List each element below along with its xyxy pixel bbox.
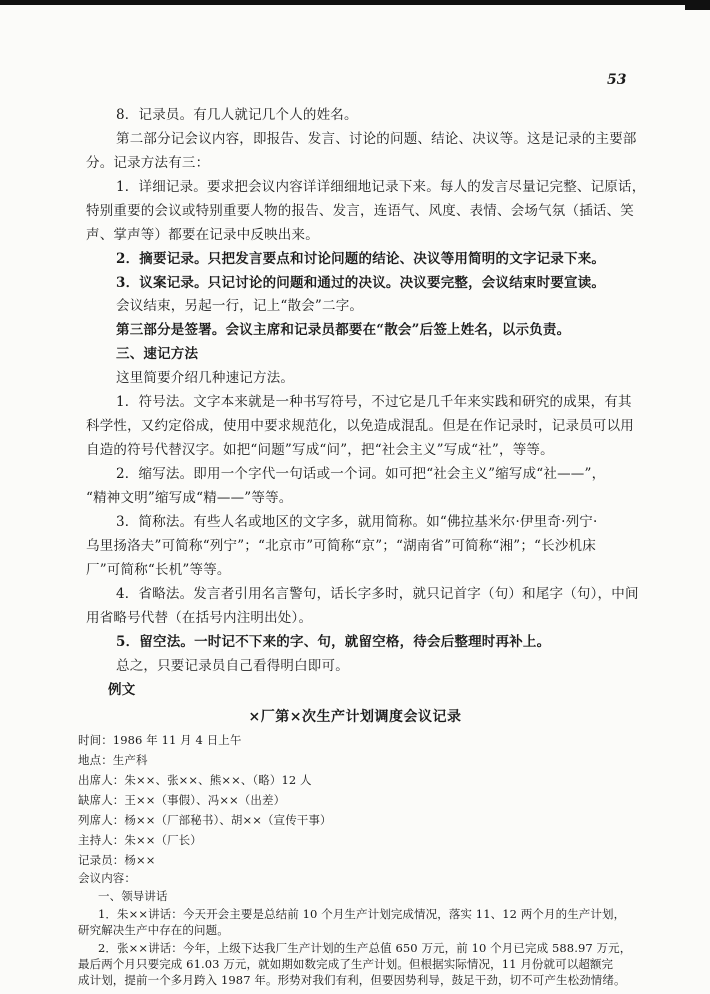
record-line: 地点：生产科 xyxy=(78,753,148,767)
body-line: 3．简称法。有些人名或地区的文字多，就用简称。如“佛拉基米尔·伊里奇·列宁· xyxy=(116,514,598,530)
section-heading: 三、速记方法 xyxy=(116,346,199,362)
record-line: 记录员：杨×× xyxy=(78,853,156,867)
body-line: 2．摘要记录。只把发言要点和讨论问题的结论、决议等用简明的文字记录下来。 xyxy=(116,251,606,267)
record-line: 列席人：杨××（厂部秘书）、胡××（宣传干事） xyxy=(78,813,332,827)
top-border-rule xyxy=(0,0,710,5)
record-line: 主持人：朱××（厂长） xyxy=(78,833,202,847)
body-line: 这里简要介绍几种速记方法。 xyxy=(116,370,295,386)
body-line: 会议结束，另起一行，记上“散会”二字。 xyxy=(116,298,364,314)
record-line: 2．张××讲话：今年，上级下达我厂生产计划的生产总值 650 万元，前 10 个月已完成 588.97 万元， xyxy=(98,941,632,955)
record-line: 缺席人：王××（事假）、冯××（出差） xyxy=(78,793,286,807)
body-line: 总之，只要记录员自己看得明白即可。 xyxy=(116,658,349,674)
body-line: 2．缩写法。即用一个字代一句话或一个词。如可把“社会主义”缩写成“社——”， xyxy=(116,466,606,482)
record-line: 最后两个月只要完成 61.03 万元，就如期如数完成了生产计划。但根据实际情况，11 月份就可以超额完 xyxy=(78,957,614,971)
body-line: 特别重要的会议或特别重要人物的报告、发言，连语气、风度、表情、会场气氛（插话、笑 xyxy=(86,203,634,219)
page-number: 53 xyxy=(607,72,627,88)
record-line: 会议内容： xyxy=(78,871,136,885)
body-line: 3．议案记录。只记讨论的问题和通过的决议。决议要完整，会议结束时要宣读。 xyxy=(116,275,606,291)
body-line: 厂”可简称“长机”等等。 xyxy=(86,562,231,578)
body-line: 8．记录员。有几人就记几个人的姓名。 xyxy=(116,107,358,123)
body-line: 4．省略法。发言者引用名言警句，话长字多时，就只记首字（句）和尾字（句），中间 xyxy=(116,586,639,602)
body-line: 第二部分记会议内容，即报告、发言、讨论的问题、结论、决议等。这是记录的主要部 xyxy=(116,131,637,147)
example-label: 例文 xyxy=(108,682,136,698)
record-line: 成计划，提前一个多月跨入 1987 年。形势对我们有利，但要因势利导，鼓足干劲，切不可产生松劲情绪。 xyxy=(78,973,626,987)
body-line: 用省略号代替（在括号内注明出处）。 xyxy=(86,610,313,626)
example-title: ×厂第×次生产计划调度会议记录 xyxy=(248,709,462,725)
body-line: 分。记录方法有三： xyxy=(86,155,210,171)
record-line: 一、领导讲话 xyxy=(98,889,168,903)
body-line: 科学性，又约定俗成，使用中要求规范化，以免造成混乱。但是在作记录时，记录员可以用 xyxy=(86,418,634,434)
record-line: 研究解决生产中存在的问题。 xyxy=(78,923,229,937)
body-line: 第三部分是签署。会议主席和记录员都要在“散会”后签上姓名，以示负责。 xyxy=(116,322,571,338)
body-line: 5．留空法。一时记不下来的字、句，就留空格，待会后整理时再补上。 xyxy=(116,634,551,650)
body-line: 1．详细记录。要求把会议内容详详细细地记录下来。每人的发言尽量记完整、记原话， xyxy=(116,179,646,195)
body-line: 自造的符号代替汉字。如把“问题”写成“问”，把“社会主义”写成“社”，等等。 xyxy=(86,442,554,458)
record-line: 时间：1986 年 11 月 4 日上午 xyxy=(78,733,242,747)
record-line: 出席人：朱××、张××、熊××、（略）12 人 xyxy=(78,773,312,787)
body-line: 1．符号法。文字本来就是一种书写符号，不过它是几千年来实践和研究的成果，有其 xyxy=(116,394,632,410)
top-border-tab xyxy=(685,0,710,10)
body-line: 乌里扬洛夫”可简称“列宁”；“北京市”可简称“京”；“湖南省”可简称“湘”；“长沙机床 xyxy=(86,538,596,554)
record-line: 1．朱××讲话：今天开会主要是总结前 10 个月生产计划完成情况，落实 11、12 两个月的生产计划， xyxy=(98,907,626,921)
body-line: 声、掌声等）都要在记录中反映出来。 xyxy=(86,227,319,243)
body-line: “精神文明”缩写成“精——”等等。 xyxy=(86,490,293,506)
